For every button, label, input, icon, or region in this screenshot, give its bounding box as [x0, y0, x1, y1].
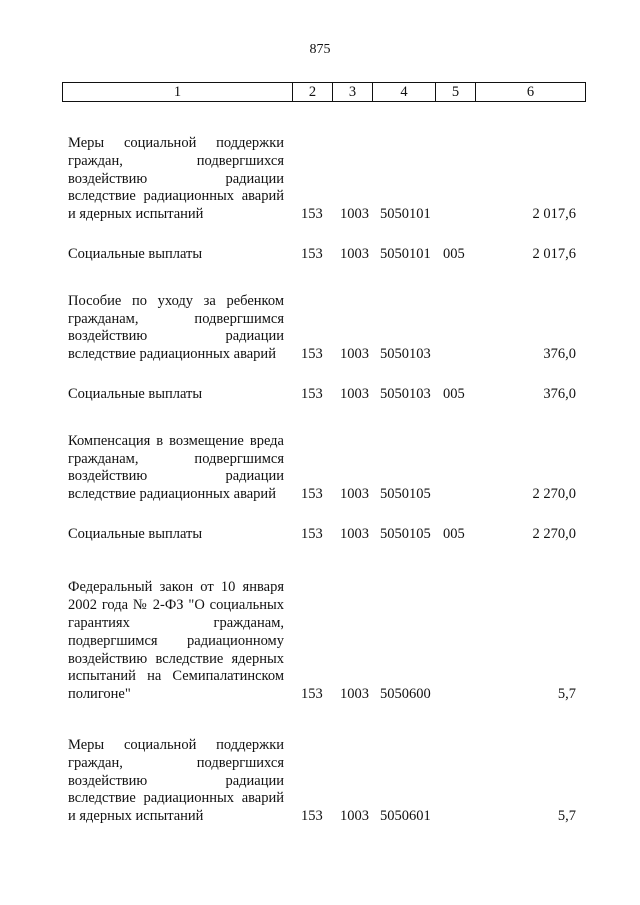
row-description: [68, 433, 284, 504]
description-line: вследствие радиационных аварий: [68, 188, 284, 205]
cell-col-5: 005: [443, 526, 465, 543]
description-line: воздействию радиации: [68, 328, 284, 345]
cell-col-5: 005: [443, 386, 465, 403]
description-line: Социальные выплаты: [68, 526, 203, 543]
cell-col-6: 376,0: [543, 346, 576, 363]
cell-col-3: 1003: [340, 686, 369, 703]
table-row: [0, 293, 640, 364]
cell-col-2: 153: [301, 346, 323, 363]
description-line: Социальные выплаты: [68, 246, 203, 263]
page-number: 875: [309, 42, 331, 57]
description-line: полигоне": [68, 686, 131, 703]
description-line: вследствие радиационных аварий: [68, 346, 276, 363]
description-line: и ядерных испытаний: [68, 206, 204, 223]
table-row: [0, 433, 640, 504]
row-description: [68, 386, 284, 404]
description-line: вследствие радиационных аварий: [68, 790, 284, 807]
cell-col-3: 1003: [340, 206, 369, 223]
row-description: [68, 293, 284, 364]
cell-col-4: 5050601: [380, 808, 431, 825]
table-row: [0, 246, 640, 264]
cell-col-4: 5050600: [380, 686, 431, 703]
cell-col-3: 1003: [340, 486, 369, 503]
row-description: [68, 579, 284, 704]
description-line: гражданам, подвергшимся: [68, 450, 284, 467]
cell-col-6: 2 017,6: [532, 246, 576, 263]
cell-col-4: 5050103: [380, 386, 431, 403]
description-line: Меры социальной поддержки: [68, 737, 284, 753]
cell-col-6: 2 270,0: [532, 526, 576, 543]
table-row: [0, 526, 640, 544]
description-line: граждан, подвергшихся: [68, 152, 284, 169]
description-line: Федеральный закон от 10 января: [68, 579, 284, 596]
row-description: [68, 526, 284, 544]
description-line: Пособие по уходу за ребенком: [68, 292, 284, 309]
description-line: 2002 года № 2-ФЗ "О социальных: [68, 597, 284, 614]
row-description: [68, 135, 284, 224]
description-line: воздействию радиации: [68, 170, 284, 187]
column-header-6: 6: [476, 83, 586, 102]
cell-col-4: 5050101: [380, 206, 431, 223]
cell-col-6: 2 017,6: [532, 206, 576, 223]
cell-col-4: 5050103: [380, 346, 431, 363]
description-line: и ядерных испытаний: [68, 808, 204, 825]
description-line: граждан, подвергшихся: [68, 754, 284, 771]
cell-col-3: 1003: [340, 246, 369, 263]
cell-col-2: 153: [301, 206, 323, 223]
row-description: [68, 246, 284, 264]
cell-col-4: 5050101: [380, 246, 431, 263]
description-line: вследствие радиационных аварий: [68, 486, 276, 503]
table-row: [0, 135, 640, 224]
description-line: Меры социальной поддержки: [68, 135, 284, 151]
description-line: Компенсация в возмещение вреда: [68, 432, 284, 449]
cell-col-3: 1003: [340, 346, 369, 363]
column-header-table: [62, 82, 586, 102]
column-header-row: [63, 83, 586, 102]
cell-col-6: 2 270,0: [532, 486, 576, 503]
cell-col-6: 5,7: [557, 808, 576, 825]
table-row: [0, 386, 640, 404]
cell-col-6: 5,7: [557, 686, 576, 703]
table-row: [0, 579, 640, 704]
cell-col-4: 5050105: [380, 486, 431, 503]
description-line: воздействию радиации: [68, 468, 284, 485]
table-row: [0, 737, 640, 826]
description-line: подвергшимся радиационному: [68, 632, 284, 649]
cell-col-3: 1003: [340, 808, 369, 825]
cell-col-3: 1003: [340, 386, 369, 403]
column-header-4: 4: [373, 83, 436, 102]
description-line: испытаний на Семипалатинском: [68, 668, 284, 685]
column-header-1: 1: [63, 83, 293, 102]
description-line: воздействию вследствие ядерных: [68, 650, 284, 667]
cell-col-5: 005: [443, 246, 465, 263]
cell-col-2: 153: [301, 526, 323, 543]
cell-col-6: 376,0: [543, 386, 576, 403]
cell-col-2: 153: [301, 386, 323, 403]
description-line: Социальные выплаты: [68, 386, 203, 403]
cell-col-2: 153: [301, 246, 323, 263]
row-description: [68, 737, 284, 826]
cell-col-2: 153: [301, 686, 323, 703]
column-header-3: 3: [333, 83, 373, 102]
column-header-5: 5: [436, 83, 476, 102]
description-line: гарантиях гражданам,: [68, 614, 284, 631]
cell-col-3: 1003: [340, 526, 369, 543]
cell-col-2: 153: [301, 486, 323, 503]
description-line: воздействию радиации: [68, 772, 284, 789]
cell-col-4: 5050105: [380, 526, 431, 543]
cell-col-2: 153: [301, 808, 323, 825]
description-line: гражданам, подвергшимся: [68, 310, 284, 327]
column-header-2: 2: [293, 83, 333, 102]
